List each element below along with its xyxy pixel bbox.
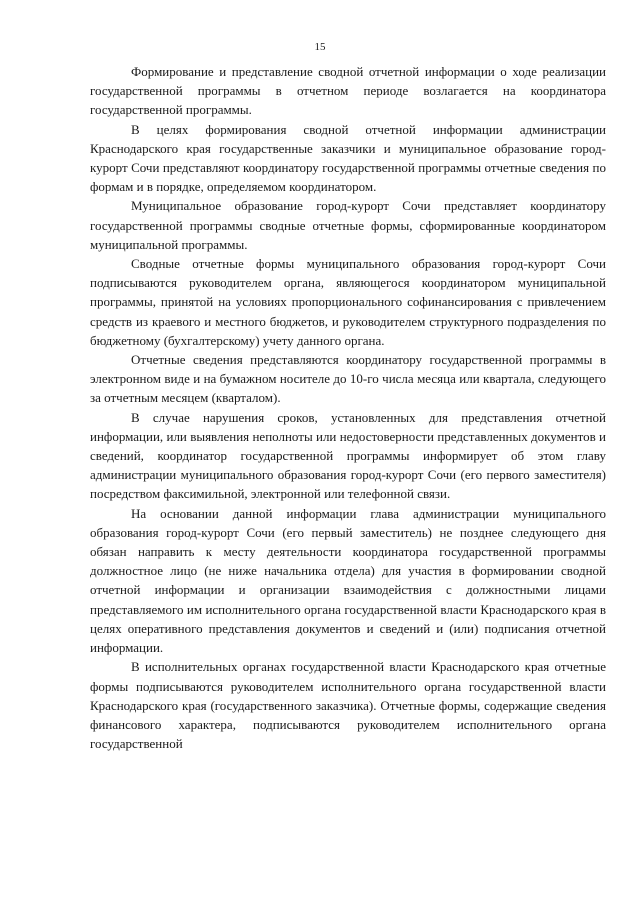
paragraph: Сводные отчетные формы муниципального образования город-курорт Сочи подписываются руководителем органа, являющегося координатором муниципальной программы, принятой на условиях пропорционального софинансирования с привлечением средств из краевого и местного бюджетов, и руководителем структурного подразделения по бюджетному (бухгалтерскому) учету данного органа. bbox=[90, 256, 606, 348]
paragraph: Муниципальное образование город-курорт Сочи представляет координатору государственной программы сводные отчетные формы, сформированные координатором муниципальной программы. bbox=[90, 198, 606, 252]
page-number: 15 bbox=[314, 41, 326, 53]
paragraph: В случае нарушения сроков, установленных для представления отчетной информации, или выявления неполноты или недостоверности представленных документов и сведений, координатор государственной программы информирует об этом главу администрации муниципального образования город-курорт Сочи (его первого заместителя) посредством факсимильной, электронной или телефонной связи. bbox=[90, 409, 606, 502]
paragraph: На основании данной информации глава администрации муниципального образования город-курорт Сочи (его первый заместитель) не позднее следующего дня обязан направить к месту деятельности координатора государственной программы должностное лицо (не ниже начальника отдела) для участия в формировании сводной отчетной информации и организации взаимодействия с должностными лицами представляемого им исполнительного органа государственной власти Краснодарского края в целях оперативного представления документов и сведений и (или) подписания отчетной информации. bbox=[90, 505, 606, 656]
paragraph: В исполнительных органах государственной власти Краснодарского края отчетные формы подписываются руководителем исполнительного органа государственной власти Краснодарского края (государственного заказчика). Отчетные формы, содержащие сведения финансового характера, подписываются руководителем исполнительного органа государственной bbox=[90, 659, 606, 752]
paragraph: В целях формирования сводной отчетной информации администрации Краснодарского края государственные заказчики и муниципальное образование город-курорт Сочи представляют координатору государственной программы отчетные сведения по формам и в порядке, определяемом координатором. bbox=[90, 121, 606, 195]
paragraph: Отчетные сведения представляются координатору государственной программы в электронном виде и на бумажном носителе до 10-го числа месяца или квартала, следующего за отчетным месяцем (кварталом). bbox=[90, 352, 606, 406]
document-body bbox=[90, 62, 606, 753]
paragraph: Формирование и представление сводной отчетной информации о ходе реализации государственной программы в отчетном периоде возлагается на координатора государственной программы. bbox=[90, 64, 606, 118]
